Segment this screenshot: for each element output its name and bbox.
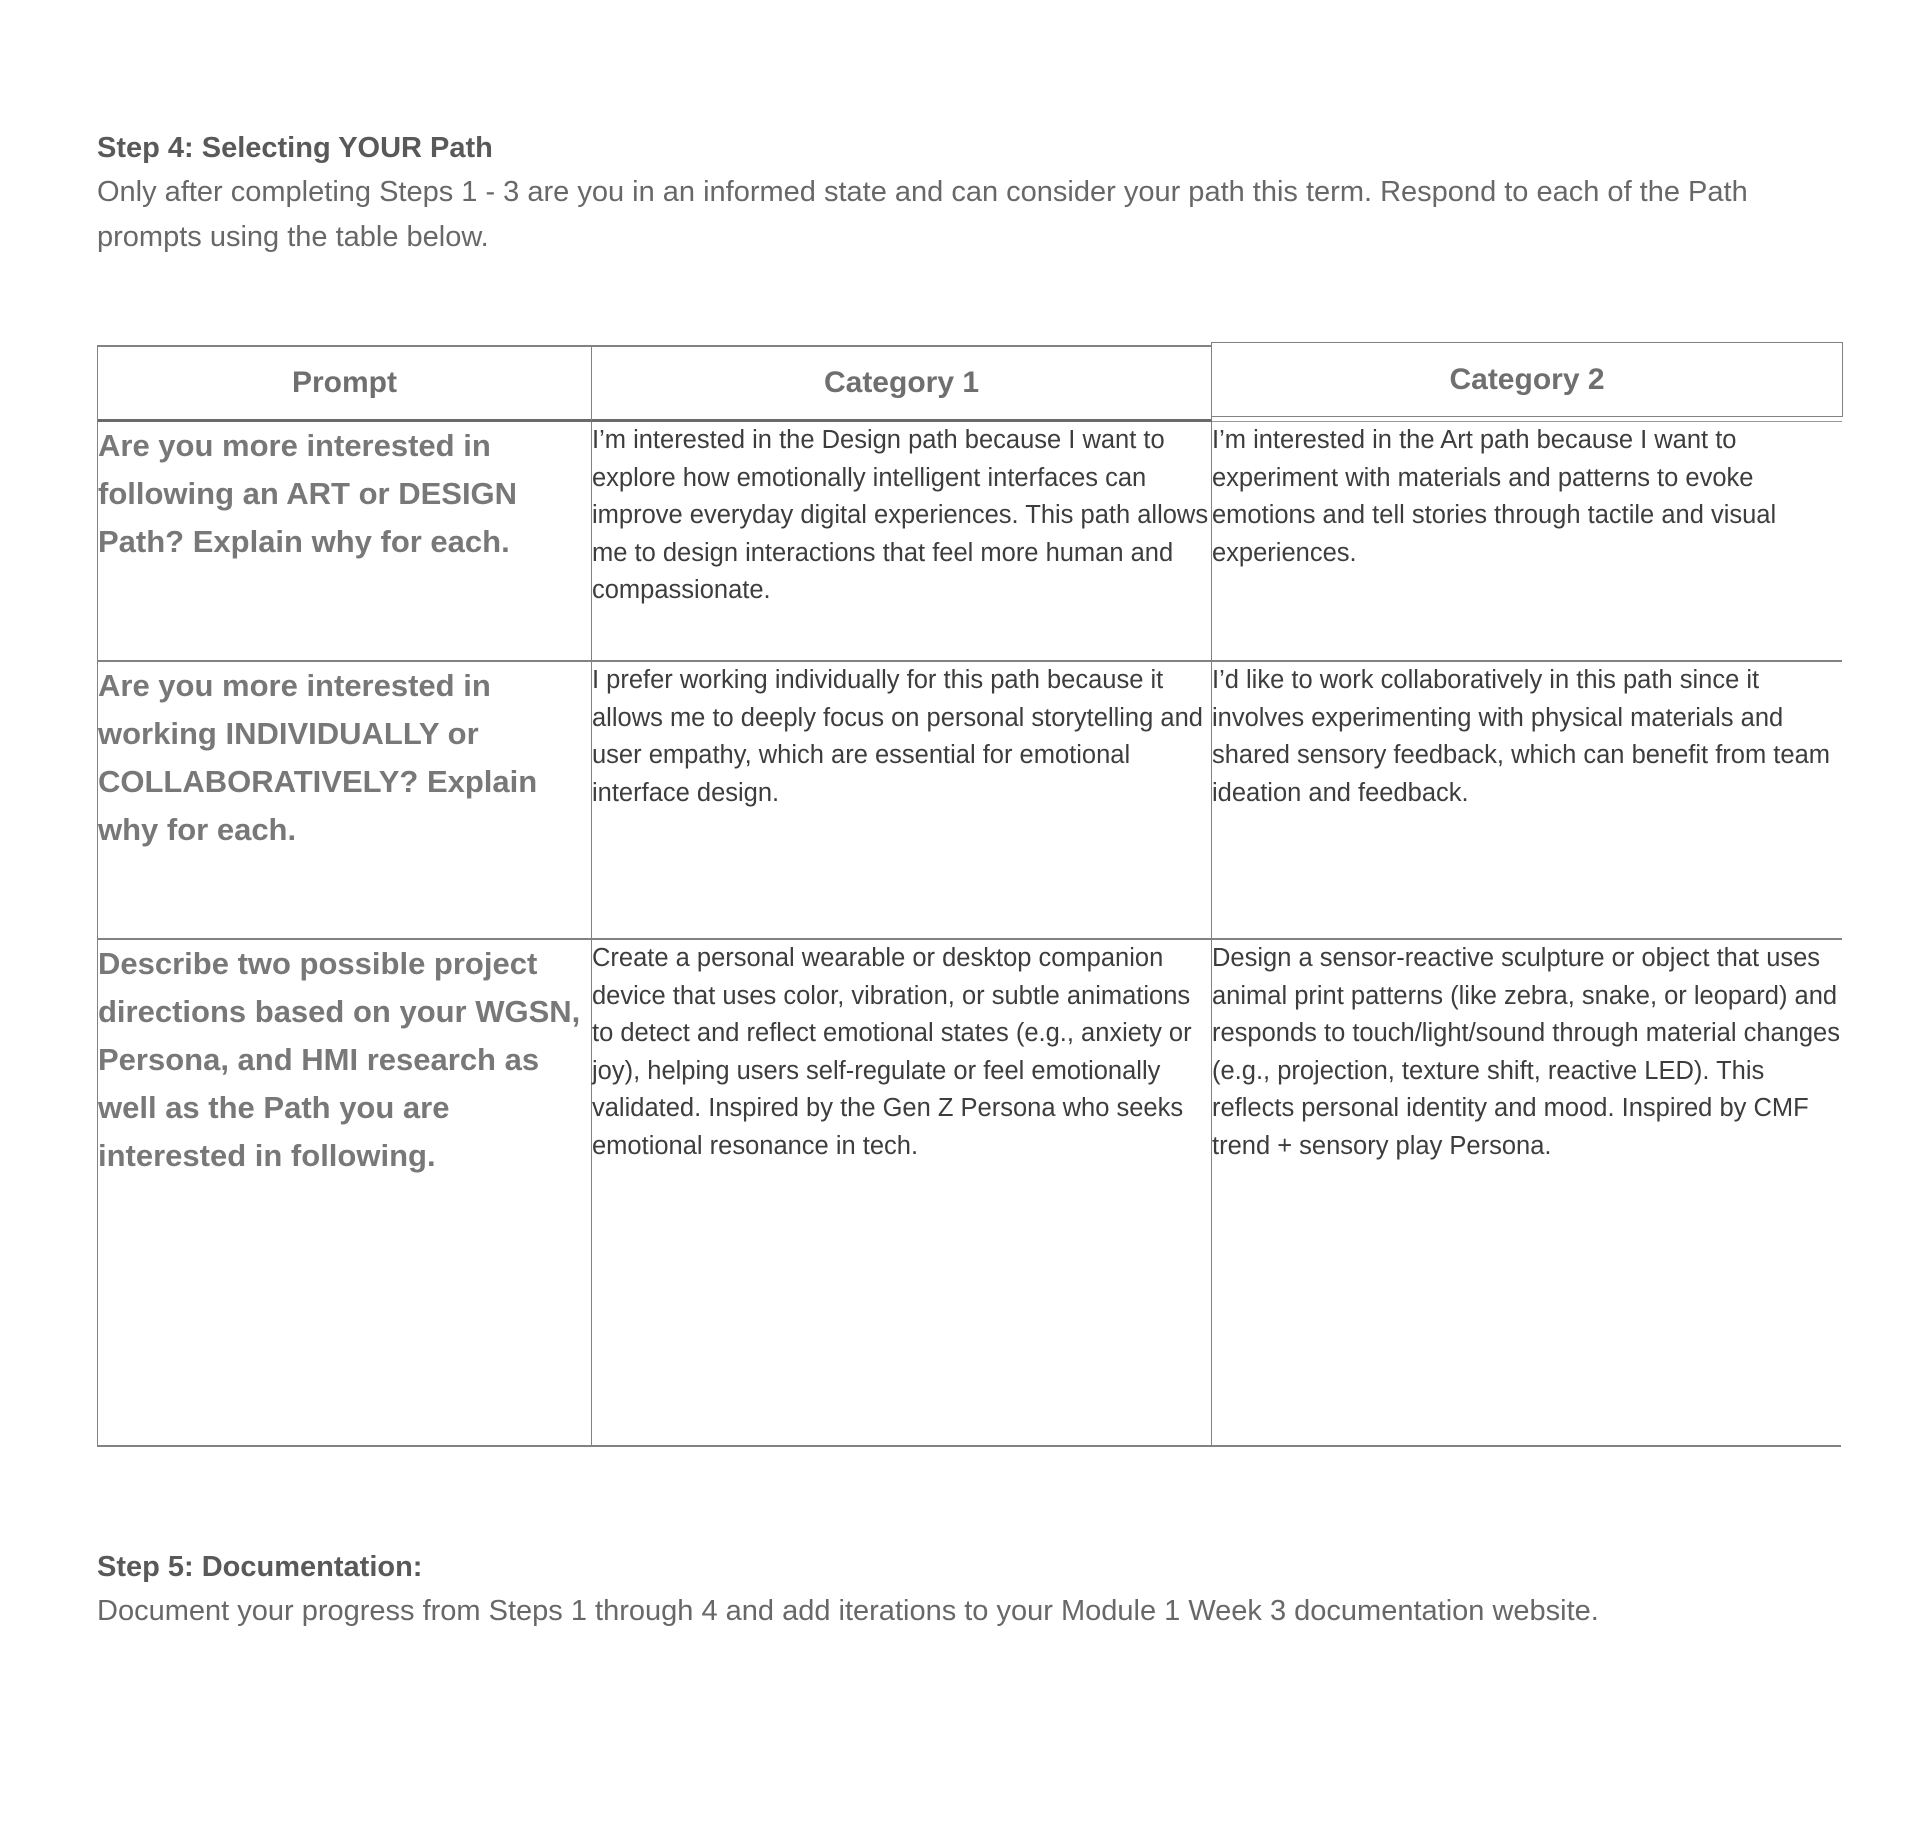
step4-description: Only after completing Steps 1 - 3 are you in an informed state and can consider your path this term. Respond to each of the Path prompts using the table below. bbox=[97, 176, 1748, 253]
category1-cell-row2: I prefer working individually for this path because it allows me to deeply focus on personal storytelling and user empathy, which are essential for emotional interface design. bbox=[592, 662, 1212, 940]
prompt-cell-row2: Are you more interested in working INDIVIDUALLY or COLLABORATIVELY? Explain why for each. bbox=[98, 662, 592, 940]
category2-cell-row2: I’d like to work collaboratively in this path since it involves experimenting with physical materials and shared sensory feedback, which can benefit from team ideation and feedback. bbox=[1212, 662, 1842, 940]
path-selection-table bbox=[97, 345, 1841, 1447]
step5-description: Document your progress from Steps 1 through 4 and add iterations to your Module 1 Week 3 documentation website. bbox=[97, 1595, 1599, 1627]
prompt-cell-row1: Are you more interested in following an ART or DESIGN Path? Explain why for each. bbox=[98, 422, 592, 662]
step5-section bbox=[97, 1545, 1855, 1634]
category2-cell-row1: I’m interested in the Art path because I want to experiment with materials and patterns to evoke emotions and tell stories through tactile and visual experiences. bbox=[1212, 422, 1842, 662]
header-cell-category1: Category 1 bbox=[592, 347, 1212, 422]
prompt-cell-row3: Describe two possible project directions based on your WGSN, Persona, and HMI research as well as the Path you are interested in following. bbox=[98, 940, 592, 1445]
category1-cell-row1: I’m interested in the Design path because I want to explore how emotionally intelligent interfaces can improve everyday digital experiences. This path allows me to design interactions that feel more human and compassionate. bbox=[592, 422, 1212, 662]
step4-section bbox=[97, 126, 1855, 260]
step5-heading: Step 5: Documentation: bbox=[97, 1551, 423, 1583]
header-cell-category2-box: Category 2 bbox=[1211, 342, 1843, 417]
category2-cell-row3: Design a sensor-reactive sculpture or object that uses animal print patterns (like zebra, snake, or leopard) and responds to touch/light/sound through material changes (e.g., projection, texture shift, reactive LED). This reflects personal identity and mood. Inspired by CMF trend + sensory play Persona. bbox=[1212, 940, 1842, 1445]
step4-heading: Step 4: Selecting YOUR Path bbox=[97, 132, 493, 164]
header-cell-prompt: Prompt bbox=[98, 347, 592, 422]
header-cell-category2 bbox=[1212, 347, 1842, 422]
category1-cell-row3: Create a personal wearable or desktop companion device that uses color, vibration, or subtle animations to detect and reflect emotional states (e.g., anxiety or joy), helping users self-regulate or feel emotionally validated. Inspired by the Gen Z Persona who seeks emotional resonance in tech. bbox=[592, 940, 1212, 1445]
